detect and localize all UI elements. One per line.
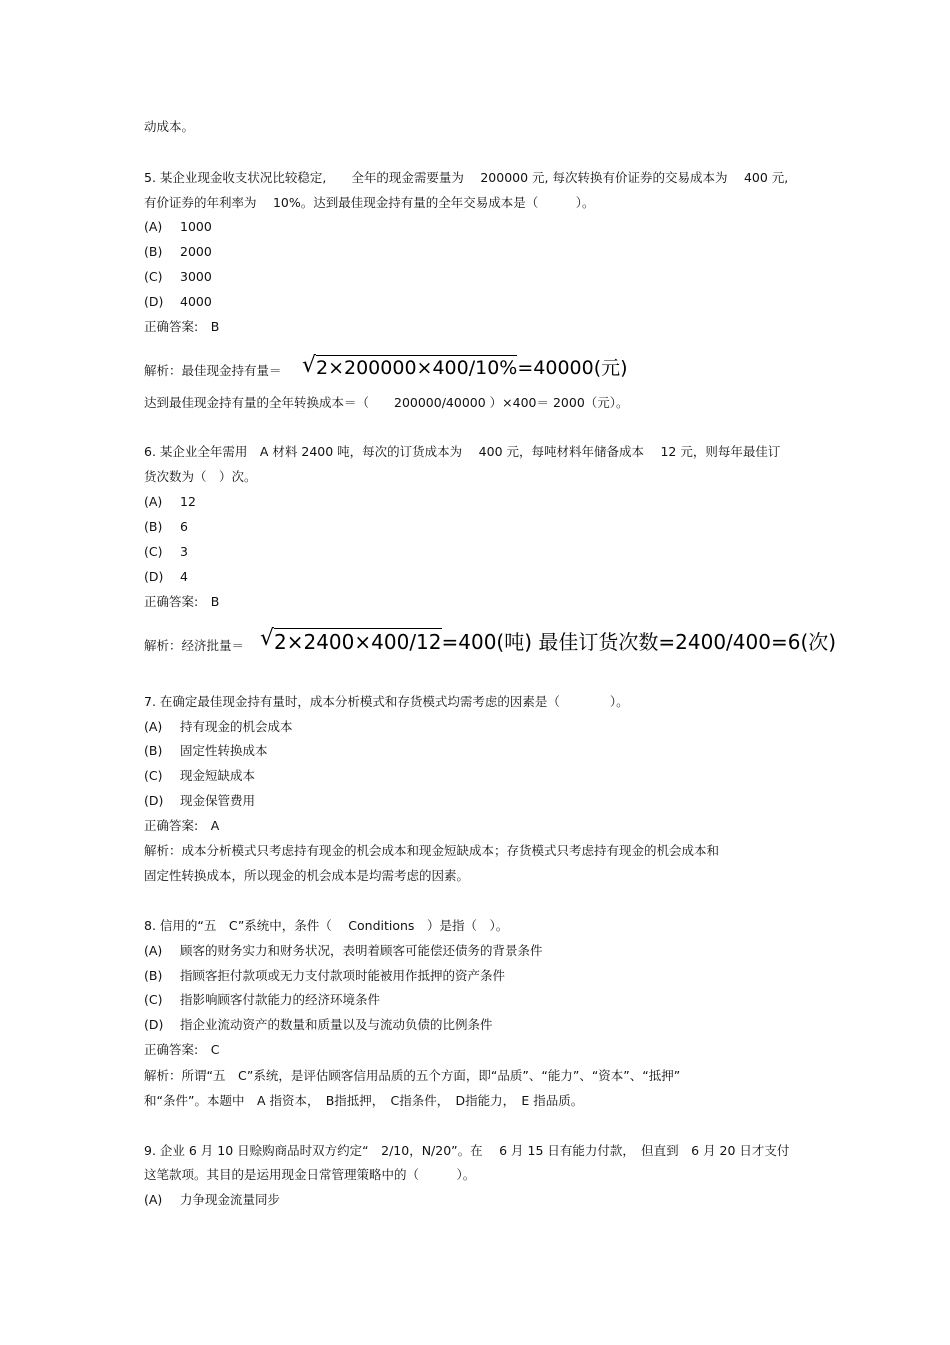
q6-option-c [144, 544, 188, 560]
option-text: 12 [180, 494, 196, 509]
text-fragment: 动成本。 [144, 119, 195, 134]
q5-analysis-line2: 达到最佳现金持有量的全年转换成本＝（ 200000/40000 ）×400＝ 2000（元）。 [144, 395, 629, 410]
q6-option-a [144, 494, 196, 510]
q7-answer: 正确答案: A [144, 818, 220, 833]
option-letter: (A) [144, 943, 163, 958]
option-letter: (C) [144, 992, 163, 1007]
sqrt-symbol: √ 2×200000×400/10% [302, 353, 518, 379]
q5-option-a [144, 219, 212, 235]
option-letter: (B) [144, 519, 163, 534]
q5-option-b [144, 244, 212, 260]
option-text: 现金短缺成本 [180, 768, 256, 783]
q7-analysis-line1: 解析：成本分析模式只考虑持有现金的机会成本和现金短缺成本；存货模式只考虑持有现金的机会成本和 [144, 843, 720, 858]
formula-radicand: 2×2400×400/12 [274, 630, 442, 654]
q6-answer: 正确答案: B [144, 594, 220, 609]
option-letter: (B) [144, 743, 163, 758]
formula-radicand: 2×200000×400/10% [316, 357, 518, 379]
option-letter: (A) [144, 219, 163, 234]
q5-stem-line1: 5. 某企业现金收支状况比较稳定, 全年的现金需要量为 200000 元, 每次转换有价证券的交易成本为 400 元, [144, 170, 789, 185]
option-text: 顾客的财务实力和财务状况，表明着顾客可能偿还债务的背景条件 [180, 943, 543, 958]
q6-stem-line2: 货次数为（ ）次。 [144, 469, 257, 484]
q7-option-c [144, 768, 255, 784]
option-text: 4000 [180, 294, 212, 309]
option-letter: (D) [144, 569, 164, 584]
option-text: 指企业流动资产的数量和质量以及与流动负债的比例条件 [180, 1017, 493, 1032]
q8-option-c [144, 992, 380, 1008]
q8-analysis-line2: 和“条件”。本题中 A 指资本， B指抵押， C指条件， D指能力， E 指品质。 [144, 1093, 584, 1108]
q7-option-b [144, 743, 268, 759]
q8-option-d [144, 1017, 493, 1033]
option-text: 3000 [180, 269, 212, 284]
q7-option-d [144, 793, 255, 809]
option-letter: (B) [144, 968, 163, 983]
option-letter: (C) [144, 269, 163, 284]
option-letter: (D) [144, 793, 164, 808]
q5-formula [302, 353, 628, 380]
formula-result: =400(吨) 最佳订货次数=2400/400=6(次) [441, 630, 837, 654]
q6-option-d [144, 569, 188, 585]
q6-option-b [144, 519, 188, 535]
q8-option-a [144, 943, 543, 959]
q7-stem-line1: 7. 在确定最佳现金持有量时，成本分析模式和存货模式均需考虑的因素是（ ）。 [144, 694, 629, 709]
q5-option-c [144, 269, 212, 285]
option-text: 3 [180, 544, 188, 559]
q8-stem-line1: 8. 信用的“五 C”系统中，条件（ Conditions ）是指（ ）。 [144, 918, 509, 933]
option-text: 指顾客拒付款项或无力支付款项时能被用作抵押的资产条件 [180, 968, 506, 983]
q6-analysis-label: 解析：经济批量＝ [144, 638, 245, 653]
option-letter: (A) [144, 719, 163, 734]
q5-option-d [144, 294, 212, 310]
option-text: 4 [180, 569, 188, 584]
option-text: 力争现金流量同步 [180, 1192, 281, 1207]
option-letter: (C) [144, 544, 163, 559]
q9-option-a [144, 1192, 280, 1208]
option-text: 现金保管费用 [180, 793, 256, 808]
option-letter: (D) [144, 1017, 164, 1032]
q5-answer: 正确答案: B [144, 319, 220, 334]
option-text: 6 [180, 519, 188, 534]
q7-analysis-line2: 固定性转换成本，所以现金的机会成本是均需考虑的因素。 [144, 868, 470, 883]
option-text: 2000 [180, 244, 212, 259]
q9-stem-line2: 这笔款项。其目的是运用现金日常管理策略中的（ ）。 [144, 1167, 476, 1182]
option-letter: (A) [144, 494, 163, 509]
sqrt-symbol: √ 2×2400×400/12 [260, 626, 442, 654]
q8-analysis-line1: 解析：所谓“五 C”系统，是评估顾客信用品质的五个方面，即“品质”、“能力”、“资本”、“抵押” [144, 1068, 681, 1083]
q9-stem-line1: 9. 企业 6 月 10 日赊购商品时双方约定“ 2/10，N/20”。在 6 月 15 日有能力付款， 但直到 6 月 20 日才支付 [144, 1143, 790, 1158]
q5-stem-line2: 有价证券的年利率为 10%。达到最佳现金持有量的全年交易成本是（ ）。 [144, 195, 595, 210]
q8-option-b [144, 968, 505, 984]
option-letter: (C) [144, 768, 163, 783]
option-text: 固定性转换成本 [180, 743, 268, 758]
option-text: 持有现金的机会成本 [180, 719, 293, 734]
q6-stem-line1: 6. 某企业全年需用 A 材料 2400 吨，每次的订货成本为 400 元，每吨材料年储备成本 12 元，则每年最佳订 [144, 444, 781, 459]
option-letter: (D) [144, 294, 164, 309]
q5-analysis-label: 解析：最佳现金持有量＝ [144, 363, 282, 378]
option-letter: (B) [144, 244, 163, 259]
formula-result: =40000(元) [517, 357, 628, 379]
option-text: 指影响顾客付款能力的经济环境条件 [180, 992, 381, 1007]
option-letter: (A) [144, 1192, 163, 1207]
q6-formula [260, 626, 836, 655]
option-text: 1000 [180, 219, 212, 234]
q8-answer: 正确答案: C [144, 1042, 220, 1057]
q7-option-a [144, 719, 293, 735]
